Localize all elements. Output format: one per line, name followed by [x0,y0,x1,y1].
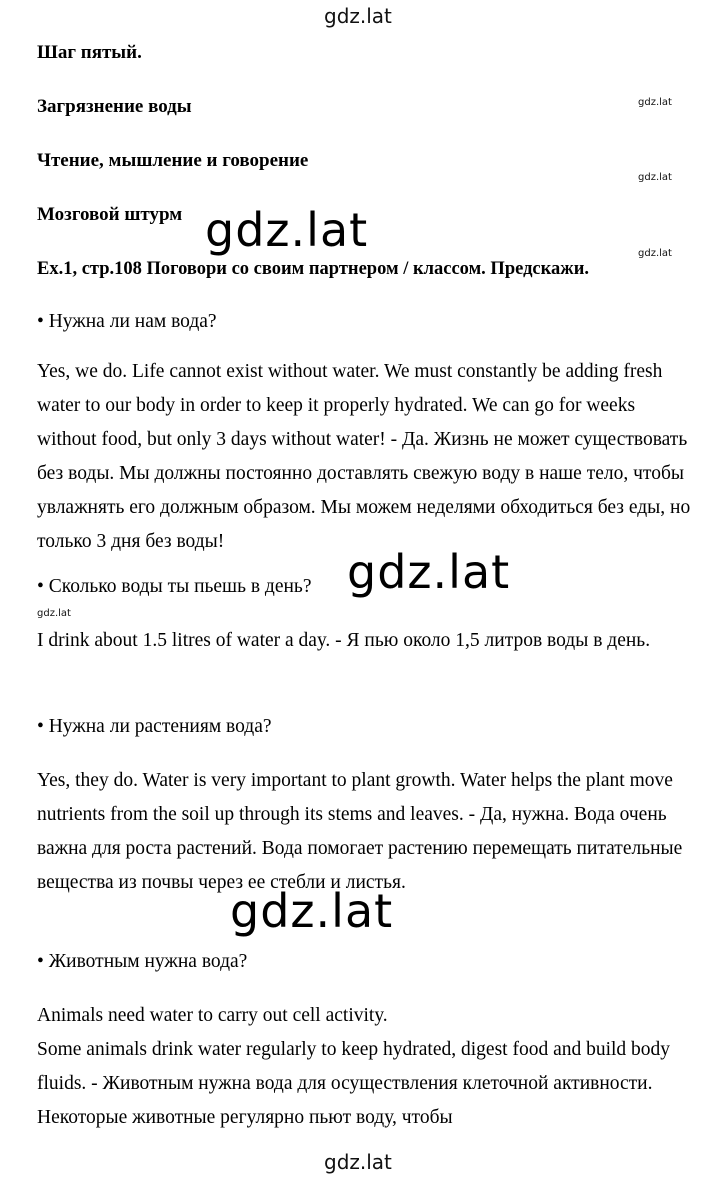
answer-1: Yes, we do. Life cannot exist without water. We must constantly be adding fresh water to our body in order to keep it properly hydrated. We can go for weeks without food, but only 3 days without water! - Да. Жизнь не может существовать без воды. Мы должны постоянно доставлять свежую воду в наше тело, чтобы увлажнять его должным образом. Мы можем неделями обходиться без еды, но только 3 дня без воды! [37,361,691,552]
answer-3: Yes, they do. Water is very important to plant growth. Water helps the plant move nutrients from the soil up through its stems and leaves. - Да, нужна. Вода очень важна для роста растений. Вода помогает растению перемещать питательные вещества из почвы через ее стебли и листья. [37,770,683,893]
question-3: • Нужна ли растениям вода? [37,716,272,737]
question-2: • Сколько воды ты пьешь в день? [37,576,312,597]
exercise-heading: Ex.1, стр.108 Поговори со своим партнером / классом. Предскажи. [37,259,589,279]
watermark-big: gdz.lat [230,884,394,938]
question-1: • Нужна ли нам вода? [37,311,217,332]
answer-4-line-1: Animals need water to carry out cell activity. [37,1005,388,1026]
watermark-top: gdz.lat [324,4,392,28]
answer-4-rest: Some animals drink water regularly to keep hydrated, digest food and build body fluids. - Животным нужна вода для осуществления клеточной активности. Некоторые животные регулярно пьют воду, чтобы [37,1039,671,1128]
question-4: • Животным нужна вода? [37,951,248,972]
watermark-bottom: gdz.lat [324,1150,392,1174]
watermark-big: gdz.lat [347,545,511,599]
brainstorm-heading: Мозговой штурм [37,204,183,225]
watermark-small: gdz.lat [37,608,71,619]
topic-heading: Загрязнение воды [37,96,192,117]
watermark-small: gdz.lat [638,248,672,259]
watermark-small: gdz.lat [638,97,672,108]
skills-heading: Чтение, мышление и говорение [37,150,309,171]
watermark-small: gdz.lat [638,172,672,183]
watermark-big: gdz.lat [205,203,369,257]
step-heading: Шаг пятый. [37,42,142,63]
answer-2: I drink about 1.5 litres of water a day. - Я пью около 1,5 литров воды в день. [37,630,651,651]
